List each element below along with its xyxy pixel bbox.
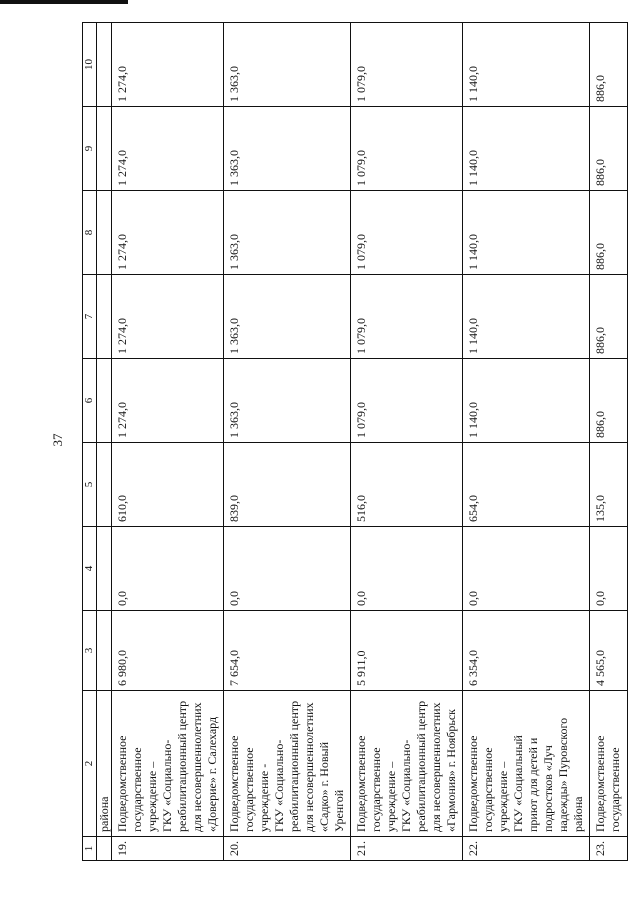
row-number: 23.	[590, 837, 628, 861]
table-body	[83, 23, 628, 861]
value-cell: 1 363,0	[224, 275, 351, 359]
continuation-text: района	[97, 691, 112, 837]
value-cell: 516,0	[351, 443, 463, 527]
value-cell: 1 274,0	[112, 275, 224, 359]
header-row	[83, 23, 97, 861]
table-row	[590, 23, 628, 861]
value-cell: 7 654,0	[224, 611, 351, 691]
value-cell: 1 140,0	[463, 191, 590, 275]
value-cell: 886,0	[590, 275, 628, 359]
expenditure-table	[82, 22, 628, 861]
table-row	[224, 23, 351, 861]
value-cell: 0,0	[112, 527, 224, 611]
table-cell	[97, 611, 112, 691]
table-row	[351, 23, 463, 861]
institution-name: Подведомственное государственное учреждение - ГКУ «Социально- реабилитационный центр для несовершеннолетних «Садко» г. Новый Уренгой	[224, 691, 351, 837]
table-cell	[97, 837, 112, 861]
value-cell: 5 911,0	[351, 611, 463, 691]
value-cell: 1 363,0	[224, 359, 351, 443]
value-cell: 0,0	[590, 527, 628, 611]
value-cell: 1 079,0	[351, 23, 463, 107]
value-cell: 886,0	[590, 23, 628, 107]
scan-edge-mark	[0, 0, 128, 4]
value-cell: 4 565,0	[590, 611, 628, 691]
value-cell: 6 354,0	[463, 611, 590, 691]
page-number: 37	[50, 433, 65, 447]
value-cell: 1 363,0	[224, 107, 351, 191]
row-number: 19.	[112, 837, 224, 861]
table-row	[463, 23, 590, 861]
value-cell: 0,0	[463, 527, 590, 611]
value-cell: 0,0	[351, 527, 463, 611]
header-cell: 8	[83, 191, 97, 275]
value-cell: 1 140,0	[463, 107, 590, 191]
header-cell: 1	[83, 837, 97, 861]
value-cell: 1 274,0	[112, 107, 224, 191]
value-cell: 1 363,0	[224, 23, 351, 107]
header-cell: 9	[83, 107, 97, 191]
institution-name: Подведомственное государственное учреждение – ГКУ «Социальный приют для детей и подростков «Луч надежды» Пуровского района	[463, 691, 590, 837]
header-cell: 7	[83, 275, 97, 359]
value-cell: 1 140,0	[463, 23, 590, 107]
value-cell: 839,0	[224, 443, 351, 527]
table-cell	[97, 107, 112, 191]
table-row	[112, 23, 224, 861]
value-cell: 1 140,0	[463, 359, 590, 443]
value-cell: 1 274,0	[112, 23, 224, 107]
value-cell: 886,0	[590, 107, 628, 191]
value-cell: 1 079,0	[351, 359, 463, 443]
document-page	[82, 23, 622, 861]
table-cell	[97, 23, 112, 107]
value-cell: 135,0	[590, 443, 628, 527]
value-cell: 1 140,0	[463, 275, 590, 359]
value-cell: 1 079,0	[351, 107, 463, 191]
value-cell: 1 274,0	[112, 359, 224, 443]
value-cell: 886,0	[590, 359, 628, 443]
table-cell	[97, 275, 112, 359]
header-cell: 4	[83, 527, 97, 611]
value-cell: 1 363,0	[224, 191, 351, 275]
institution-name: Подведомственное государственное	[590, 691, 628, 837]
value-cell: 0,0	[224, 527, 351, 611]
value-cell: 1 079,0	[351, 191, 463, 275]
row-number: 22.	[463, 837, 590, 861]
row-number: 21.	[351, 837, 463, 861]
header-cell: 6	[83, 359, 97, 443]
continuation-row	[97, 23, 112, 861]
value-cell: 1 274,0	[112, 191, 224, 275]
value-cell: 886,0	[590, 191, 628, 275]
value-cell: 610,0	[112, 443, 224, 527]
institution-name: Подведомственное государственное учреждение – ГКУ «Социально- реабилитационный центр для несовершеннолетних «Доверие» г. Салехард	[112, 691, 224, 837]
header-cell: 2	[83, 691, 97, 837]
table-cell	[97, 443, 112, 527]
row-number: 20.	[224, 837, 351, 861]
table-cell	[97, 527, 112, 611]
rotated-table-wrapper	[82, 23, 622, 861]
value-cell: 654,0	[463, 443, 590, 527]
institution-name: Подведомственное государственное учреждение – ГКУ «Социально- реабилитационный центр для несовершеннолетних «Гармония» г. Ноябрьск	[351, 691, 463, 837]
header-cell: 5	[83, 443, 97, 527]
value-cell: 1 079,0	[351, 275, 463, 359]
header-cell: 3	[83, 611, 97, 691]
table-cell	[97, 191, 112, 275]
table-cell	[97, 359, 112, 443]
header-cell: 10	[83, 23, 97, 107]
value-cell: 6 980,0	[112, 611, 224, 691]
